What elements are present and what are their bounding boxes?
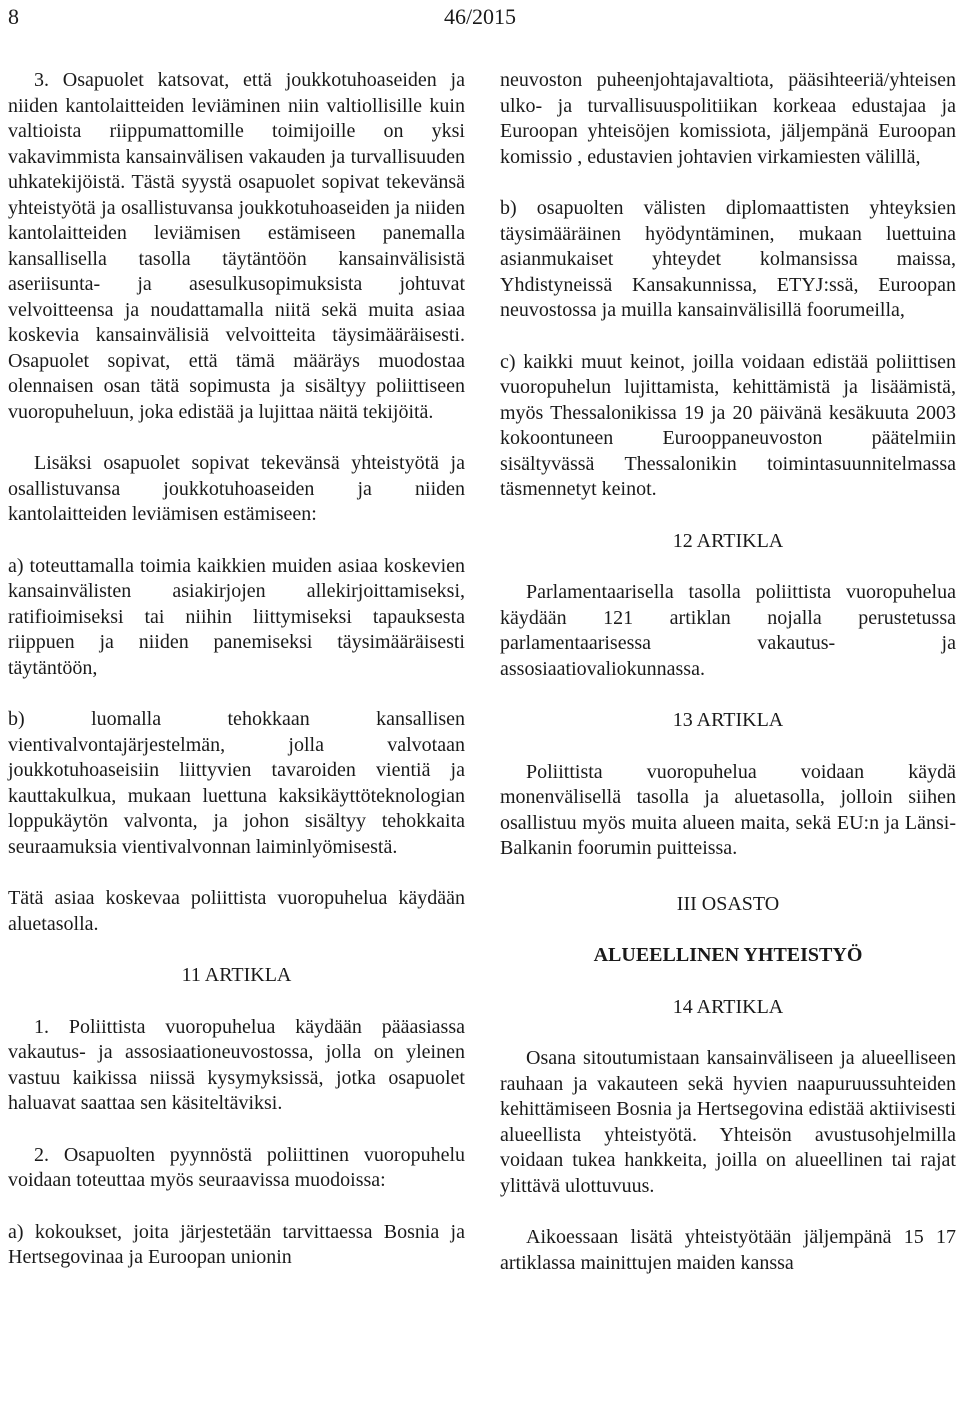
article-13-heading: 13 ARTIKLA bbox=[672, 709, 784, 731]
paragraph-item-b-right: b) osapuolten välisten diplomaattisten yhteyksien täysimääräinen hyödyntäminen, mukaan luettuina asianmukaiset yhteydet kolmansissa maissa, Yhdistyneissä Kansakunnissa, ETYJ:ssä, Euroopan neuvostossa ja muilla kansainvälisillä foorumeilla, bbox=[500, 197, 956, 321]
paragraph-continued: neuvoston puheenjohtajavaltiota, pääsihteeriä/yhteisen ulko- ja turvallisuuspolitiikan korkeaa edustajaa ja Euroopan yhteisöjen komissiota, jäljempänä Euroopan komissio , edustavien johtavien virkamiesten välillä, bbox=[500, 69, 956, 168]
paragraph-article-11-1: 1. Poliittista vuoropuhelua käydään pääasiassa vakautus- ja assosiaationeuvostossa, jolla on yleinen vastuu kaikissa niissä kysymyksissä, jotka osapuolet haluavat saattaa sen käsiteltäviksi. bbox=[8, 1015, 465, 1114]
issue-number: 46/2015 bbox=[443, 4, 517, 29]
paragraph-regional-dialogue: Tätä asiaa koskevaa poliittista vuoropuhelua käydään aluetasolla. bbox=[8, 887, 465, 935]
left-column bbox=[8, 68, 465, 1271]
article-14-heading: 14 ARTIKLA bbox=[672, 995, 784, 1018]
paragraph-article-14: Osana sitoutumistaan kansainväliseen ja alueelliseen rauhaan ja vakauteen sekä hyvien naapuruussuhteiden kehittämiseen Bosnia ja Hertsegovina edistää aktiivisesti alueellista yhteistyötä. Yhteisön avustusohjelmilla voidaan tukea hankkeita, joilla on alueellinen tai rajat ylittävä ulottuvuus. bbox=[500, 1047, 956, 1197]
page-header bbox=[8, 4, 952, 30]
title-iii-heading: III OSASTO bbox=[676, 892, 780, 915]
paragraph-article-12: Parlamentaarisella tasolla poliittista vuoropuhelua käydään 121 artiklan nojalla perustetussa parlamentaarisessa vakautus- ja assosiaatiovaliokunnassa. bbox=[500, 581, 956, 680]
paragraph-article-13: Poliittista vuoropuhelua voidaan käydä monenvälisellä tasolla ja aluetasolla, jolloin siihen osallistuu myös muita alueen maita, sekä EU:n ja Länsi-Balkanin foorumin puitteissa. bbox=[500, 760, 956, 859]
article-11-heading: 11 ARTIKLA bbox=[181, 964, 292, 986]
paragraph-article-14-continued: Aikoessaan lisätä yhteistyötään jäljempänä 15 17 artiklassa mainittujen maiden kanssa bbox=[500, 1226, 956, 1274]
paragraph-article-11-2: 2. Osapuolten pyynnöstä poliittinen vuoropuhelu voidaan toteuttaa myös seuraavissa muodoissa: bbox=[8, 1143, 465, 1191]
title-iii-name: ALUEELLINEN YHTEISTYÖ bbox=[593, 944, 863, 966]
right-column bbox=[500, 68, 956, 1276]
paragraph-cooperation: Lisäksi osapuolet sopivat tekevänsä yhteistyötä ja osallistuvansa joukkotuhoaseiden ja niiden kantolaitteiden leviämisen estämiseen: bbox=[8, 452, 465, 525]
paragraph-article-10-3: 3. Osapuolet katsovat, että joukkotuhoaseiden ja niiden kantolaitteiden leviäminen niin valtiollisille kuin valtioista riippumattomille toimijoille on yksi vakavimmista kansainvälisen vakauden ja turvallisuuden uhkatekijöistä. Tästä syystä osapuolet sopivat tekevänsä yhteistyötä ja osallistuvansa joukkotuhoaseiden ja niiden kantolaitteiden leviämisen estämiseen panemalla kansallisella tasolla täytäntöön kansainvälisistä aseriisunta- ja asesulkusopimuksista johtuvat velvoitteensa ja noudattamalla niitä sekä muita asiaa koskevia kansainvälisiä velvoitteita täysimääräisesti. Osapuolet sopivat, että tämä määräys muodostaa olennaisen osan tätä sopimusta ja sisältyy poliittiseen vuoropuheluun, joka edistää ja lujittaa näitä tekijöitä. bbox=[8, 69, 465, 423]
article-12-heading: 12 ARTIKLA bbox=[672, 529, 784, 552]
paragraph-article-11-2-a: a) kokoukset, joita järjestetään tarvittaessa Bosnia ja Hertsegovinaa ja Euroopan unionin bbox=[8, 1220, 465, 1268]
paragraph-item-c: c) kaikki muut keinot, joilla voidaan edistää poliittisen vuoropuhelun lujittamista, kehittämistä ja lisäämistä, myös Thessalonikissa 19 ja 20 päivänä kesäkuuta 2003 kokoontuneen Eurooppaneuvoston päätelmiin sisältyvässä Thessalonikin toimintasuunnitelmassa täsmennetyt keinot. bbox=[500, 350, 956, 500]
paragraph-item-a: a) toteuttamalla toimia kaikkien muiden asiaa koskevien kansainvälisten asiakirjojen allekirjoittamiseksi, ratifioimiseksi tai niihin liittymiseksi tapauksesta riippuen ja niiden panemiseksi täysimääräisesti täytäntöön, bbox=[8, 554, 465, 679]
page-number: 8 bbox=[8, 4, 19, 29]
paragraph-item-b: b) luomalla tehokkaan kansallisen vientivalvontajärjestelmän, jolla valvotaan joukkotuhoaseisiin liittyvien tavaroiden vientiä ja kauttakulkua, mukaan luettuna kaksikäyttöteknologian loppukäytön valvonta, ja johon sisältyy tehokkaita seuraamuksia vientivalvonnan laiminlyömisestä. bbox=[8, 708, 465, 858]
